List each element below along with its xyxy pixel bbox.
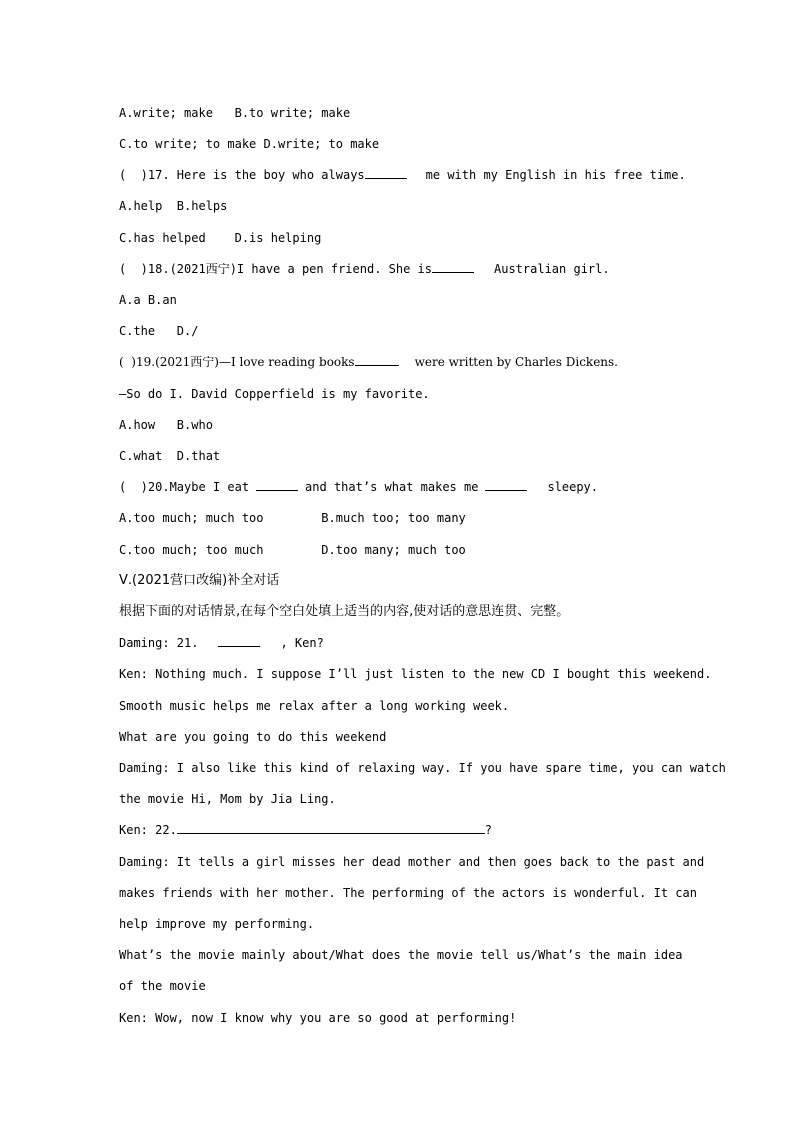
section-5-instruction: 根据下面的对话情景,在每个空白处填上适当的内容,使对话的意思连贯、完整。: [119, 604, 570, 619]
q19-reply: —So do I. David Copperfield is my favorite.: [119, 387, 430, 401]
q20-answer-blank-2[interactable]: [485, 479, 527, 491]
section-5-heading: Ⅴ.(2021营口改编)补全对话: [119, 573, 280, 588]
dialogue-line-21: [119, 635, 324, 651]
q18-options-cd: C.the D./: [119, 324, 199, 338]
daming-line-3: Daming: It tells a girl misses her dead mother and then goes back to the past and: [119, 855, 705, 869]
q17-options-ab: A.help B.helps: [119, 199, 228, 213]
daming-line-3-cont-1: makes friends with her mother. The performing of the actors is wonderful. It can: [119, 886, 697, 900]
q17-stem: [119, 167, 686, 183]
q17-stem-suffix: me with my English in his free time.: [425, 168, 686, 182]
q18-answer-blank[interactable]: [432, 261, 474, 273]
q20-stem-prefix: ( )20.Maybe I eat: [119, 480, 250, 494]
q19-stem-suffix: were written by Charles Dickens.: [414, 355, 618, 369]
daming-line-3-cont-2: help improve my performing.: [119, 917, 315, 931]
answer-blank-22[interactable]: [177, 822, 485, 834]
ken-reply-3: Ken: Wow, now I know why you are so good at performing!: [119, 1011, 517, 1025]
line-21-suffix: , Ken?: [280, 636, 324, 650]
answer-blank-21[interactable]: [218, 635, 260, 647]
q17-options-cd: C.has helped D.is helping: [119, 231, 322, 245]
ken-reply-1: Ken: Nothing much. I suppose I’ll just listen to the new CD I bought this weekend.: [119, 667, 712, 681]
q19-answer-blank[interactable]: [355, 354, 399, 366]
daming-line-2-cont: the movie Hi, Mom by Jia Ling.: [119, 792, 336, 806]
q19-options-ab: A.how B.who: [119, 418, 213, 432]
q20-stem: [119, 479, 598, 495]
q20-options-ab: A.too much; much too B.much too; too many: [119, 511, 466, 525]
q18-options-ab: A.a B.an: [119, 293, 177, 307]
answer-21-text: What are you going to do this weekend: [119, 730, 387, 744]
q18-stem-prefix: ( )18.(2021西宁)I have a pen friend. She is: [119, 262, 432, 276]
q20-stem-suffix: sleepy.: [547, 480, 599, 494]
q20-answer-blank-1[interactable]: [256, 479, 298, 491]
q16-options-ab: A.write; make B.to write; make: [119, 106, 351, 120]
line-21-prefix: Daming: 21.: [119, 636, 199, 650]
answer-22-text: What’s the movie mainly about/What does the movie tell us/What’s the main idea: [119, 948, 683, 962]
q20-options-cd: C.too much; too much D.too many; much too: [119, 543, 466, 557]
daming-line-2: Daming: I also like this kind of relaxing way. If you have spare time, you can watch: [119, 761, 726, 775]
ken-reply-1-cont: Smooth music helps me relax after a long working week.: [119, 699, 510, 713]
dialogue-line-22: [119, 822, 492, 838]
q19-options-cd: C.what D.that: [119, 449, 221, 463]
q18-stem: [119, 261, 610, 277]
answer-22-text-cont: of the movie: [119, 979, 206, 993]
q18-stem-suffix: Australian girl.: [494, 262, 610, 276]
line-22-suffix: ?: [484, 823, 493, 837]
q16-options-cd: C.to write; to make D.write; to make: [119, 137, 380, 151]
q17-answer-blank[interactable]: [365, 167, 407, 179]
q20-stem-middle: and that’s what makes me: [305, 480, 479, 494]
q19-stem-prefix: ( )19.(2021西宁)—I love reading books: [119, 355, 355, 369]
q19-stem: [119, 354, 618, 370]
q17-stem-prefix: ( )17. Here is the boy who always: [119, 168, 365, 182]
line-22-prefix: Ken: 22.: [119, 823, 177, 837]
